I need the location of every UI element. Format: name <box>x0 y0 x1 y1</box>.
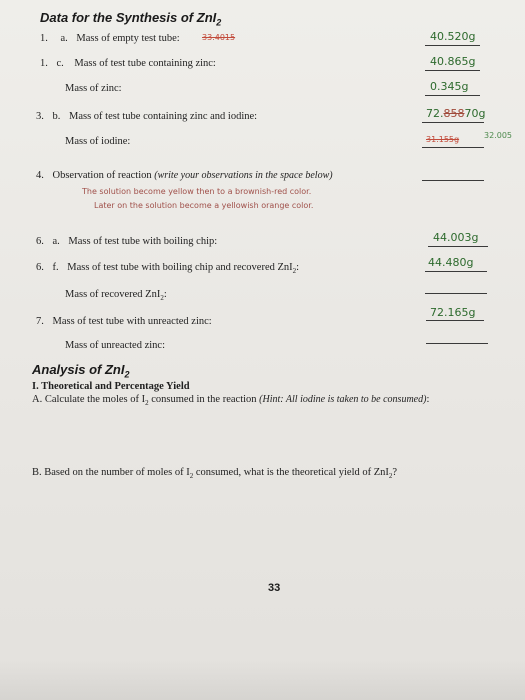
answer-line <box>422 147 484 148</box>
item-1a: 1. a. Mass of empty test tube: <box>40 33 180 44</box>
item-6f: 6. f. Mass of test tube with boiling chip and recovered ZnI$_2$: <box>36 262 300 276</box>
answer-line <box>428 246 488 247</box>
answer-line <box>426 320 484 321</box>
page-number: 33 <box>268 582 281 594</box>
page-shadow <box>0 660 525 700</box>
item-4: 4. Observation of reaction (write your observations in the space below) <box>36 170 333 181</box>
answer-line <box>425 70 480 71</box>
tube-zinc-iodine-value: 72.85870g <box>426 107 486 120</box>
tube-unreacted-zinc-value: 72.165g <box>430 306 476 319</box>
mass-recovered-label: Mass of recovered ZnI$_2$: <box>65 289 167 303</box>
item-1c: 1. c. Mass of test tube containing zinc: <box>40 58 216 69</box>
crossed-out-value: 33.4015 <box>202 33 236 42</box>
answer-line <box>425 95 480 96</box>
question-b: B. Based on the number of moles of $I_2$ consumed, what is the theoretical yield of ZnI$_2$? <box>32 467 398 481</box>
item-7: 7. Mass of test tube with unreacted zinc: <box>36 316 212 327</box>
empty-tube-mass-value: 40.520g <box>430 30 476 43</box>
question-a: A. Calculate the moles of $I_2$ consumed in the reaction (Hint: All iodine is taken to be consumed): <box>32 394 430 408</box>
mass-of-zinc-label: Mass of zinc: <box>65 83 122 94</box>
answer-line <box>422 122 484 123</box>
item-6a: 6. a. Mass of test tube with boiling chip: <box>36 236 218 247</box>
item-3b: 3. b. Mass of test tube containing zinc and iodine: <box>36 111 258 122</box>
tube-boiling-chip-value: 44.003g <box>433 231 479 244</box>
tube-chip-zni2-value: 44.480g <box>428 256 474 269</box>
answer-line <box>425 45 480 46</box>
mass-of-iodine-crossed: 31.155g <box>426 135 460 144</box>
section-heading: I. Theoretical and Percentage Yield <box>32 381 190 392</box>
mass-of-iodine-label: Mass of iodine: <box>65 136 131 147</box>
page-heading: Data for the Synthesis of ZnI$_2$ <box>40 10 222 28</box>
answer-line <box>422 180 484 181</box>
mass-of-iodine-value: 32.005 <box>484 131 512 140</box>
answer-line <box>425 271 487 272</box>
mass-of-zinc-value: 0.345g <box>430 80 469 93</box>
answer-line <box>425 293 487 294</box>
observation-line-2: Later on the solution become a yellowish orange color. <box>94 201 314 210</box>
tube-with-zinc-value: 40.865g <box>430 55 476 68</box>
observation-line-1: The solution become yellow then to a brownish-red color. <box>82 187 312 196</box>
analysis-heading: Analysis of ZnI$_2$ <box>32 362 130 380</box>
mass-unreacted-zinc-label: Mass of unreacted zinc: <box>65 340 166 351</box>
answer-line <box>426 343 488 344</box>
